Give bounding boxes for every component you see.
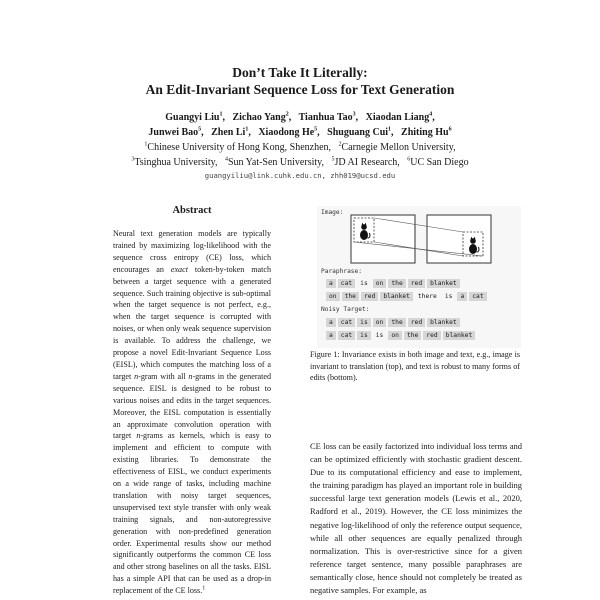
token: red [361, 292, 378, 301]
noisy-row-1 [326, 318, 462, 327]
paraphrase-label: Paraphrase: [321, 268, 362, 275]
affiliation: Sun Yat-Sen University, [227, 157, 324, 168]
title-line-1: Don’t Take It Literally: [232, 65, 368, 80]
token: is [357, 331, 371, 340]
author-line-1: Guangyi Liu$^1$, Zichao Yang$^2$, Tianhua Tao$^3$, Xiaodan Liang$^4$, [165, 111, 435, 123]
token: cat [338, 331, 355, 340]
author-name: Junwei Bao [148, 127, 199, 138]
token: a [457, 292, 467, 301]
abstract-emphasis: exact [170, 264, 188, 274]
noisy-target-label: Noisy Target: [321, 306, 370, 313]
figure-1 [317, 206, 521, 348]
affiliation-list [0, 140, 600, 170]
author-name: Xiaodong He [258, 127, 315, 138]
paper-title [0, 64, 600, 98]
abstract-text: -gram with all [138, 371, 189, 381]
image-translation-diagram [317, 206, 521, 268]
token: is [360, 280, 368, 287]
author-emails[interactable]: guangyiliu@link.cuhk.edu.cn, zhh019@ucsd.edu [204, 171, 396, 180]
token: the [388, 318, 405, 327]
token: a [326, 331, 336, 340]
body-paragraph: CE loss can be easily factorized into individual loss terms and can be optimized efficiently with stochastic gradient descent. Due to its computational efficiency and ease to implement, the training paradigm has played an important role in building successful large text generation models (Lewis et al., 2020, Radford et al., 2019). However, the CE loss minimizes the negative log-likelihood of only the reference output sequence, while all other sequences are equally penalized through normalization. This is over-restrictive since for a given reference target sentence, many possible paraphrases are semantically close, hence should not completely be treated as negative samples. For example, as [310, 441, 522, 596]
abstract-heading: Abstract [172, 205, 212, 216]
token: the [404, 331, 421, 340]
author-affil-mark: 1 [219, 111, 223, 118]
affiliation-line-1 [0, 140, 600, 155]
author-affil-mark: 3 [352, 111, 356, 118]
token: blanket [427, 279, 460, 288]
token: is [444, 293, 453, 300]
affil-mark: 4 [224, 156, 228, 163]
abstract-text: -grams in the generated sequence. EISL is designed to be robust to various noises and edits in the target sequences. Moreover, the EISL computation is essentially an approximate convolution operation with target [113, 371, 271, 441]
token: a [326, 279, 336, 288]
math-n: n [136, 431, 141, 441]
token: red [408, 279, 425, 288]
affiliation: JD AI Research, [334, 157, 400, 168]
affiliation: UC San Diego [410, 157, 469, 168]
token: cat [338, 279, 355, 288]
token: blanket [443, 331, 476, 340]
author-affil-mark: 1 [388, 126, 392, 133]
author-affil-mark: 4 [429, 111, 433, 118]
token: a [326, 318, 336, 327]
author-affil-mark: 1 [245, 126, 249, 133]
author-name: Guangyi Liu [165, 112, 220, 123]
footnote-mark[interactable]: 1 [202, 585, 206, 592]
affil-mark: 2 [338, 141, 342, 148]
affiliation: Chinese University of Hong Kong, Shenzhen, [147, 142, 332, 153]
title-line-2: An Edit-Invariant Sequence Loss for Text Generation [145, 82, 455, 97]
author-line-2: Junwei Bao$^5$, Zhen Li$^1$, Xiaodong He$^5$, Shuguang Cui$^1$, Zhiting Hu$^6$ [148, 126, 452, 138]
author-name: Xiaodan Liang [365, 112, 430, 123]
noisy-row-2 [326, 331, 477, 340]
token: is [357, 318, 371, 327]
math-n: n [188, 371, 193, 381]
paraphrase-row-2 [326, 292, 489, 301]
abstract-text: Neural text generation models are typically trained by maximizing log-likelihood with the sequence cross entropy (CE) loss, which encourages an [113, 229, 271, 274]
author-affil-mark: 6 [448, 126, 452, 133]
affiliation: Carnegie Mellon University, [341, 142, 456, 153]
paraphrase-row-1 [326, 279, 462, 288]
author-name: Shuguang Cui [327, 127, 389, 138]
affil-mark: 3 [131, 156, 135, 163]
author-list [0, 110, 600, 140]
author-name: Tianhua Tao [298, 112, 353, 123]
token: the [388, 279, 405, 288]
token: blanket [427, 318, 460, 327]
affiliation-line-2 [0, 155, 600, 170]
token: red [408, 318, 425, 327]
affil-mark: 6 [407, 156, 411, 163]
author-name: Zichao Yang [232, 112, 286, 123]
token: the [342, 292, 359, 301]
image-label: Image: [321, 209, 344, 216]
math-n: n [134, 371, 139, 381]
token: on [373, 279, 387, 288]
author-affil-mark: 2 [285, 111, 289, 118]
token: on [388, 331, 402, 340]
token: there [417, 293, 437, 300]
token: cat [469, 292, 486, 301]
affiliation: Tsinghua University, [134, 157, 218, 168]
original-image-frame [351, 215, 415, 263]
token: red [423, 331, 440, 340]
author-name: Zhen Li [211, 127, 246, 138]
token: on [373, 318, 387, 327]
author-affil-mark: 5 [198, 126, 202, 133]
abstract-text: -grams as kernels, which is easy to implement and efficient to compute with existing libraries. To demonstrate the effectiveness of EISL, we conduct experiments on a wide range of tasks, including machine translation with noisy target sequences, unsupervised text style transfer with only weak training signals, and non-autoregressive generation with non-predefined generation order. Experimental results show our method significantly outperforms the common CE loss and other strong baselines on all the tasks. EISL has a simple API that can be used as a drop-in replacement of the CE loss. [113, 431, 271, 596]
token: blanket [380, 292, 413, 301]
abstract-text: token-by-token match between a target sequence with a generated sequence. Such training objective is sub-optimal when the target sequence is not perfect, e.g., when the target sequence is corrupted with noises, or when only weak sequence supervision is available. To address the challenge, we propose a novel Edit-Invariant Sequence Loss (EISL), which computes the matching loss of a target [113, 264, 271, 381]
token: is [375, 332, 384, 339]
affil-mark: 1 [144, 141, 148, 148]
abstract-body [113, 228, 271, 597]
author-affil-mark: 5 [314, 126, 318, 133]
token: on [326, 292, 340, 301]
figure-caption: Figure 1: Invariance exists in both image and text, e.g., image is invariant to translation (top), and text is robust to many forms of edits (bottom). [310, 350, 520, 383]
affil-mark: 5 [331, 156, 335, 163]
author-name: Zhiting Hu [401, 127, 449, 138]
token: cat [338, 318, 355, 327]
